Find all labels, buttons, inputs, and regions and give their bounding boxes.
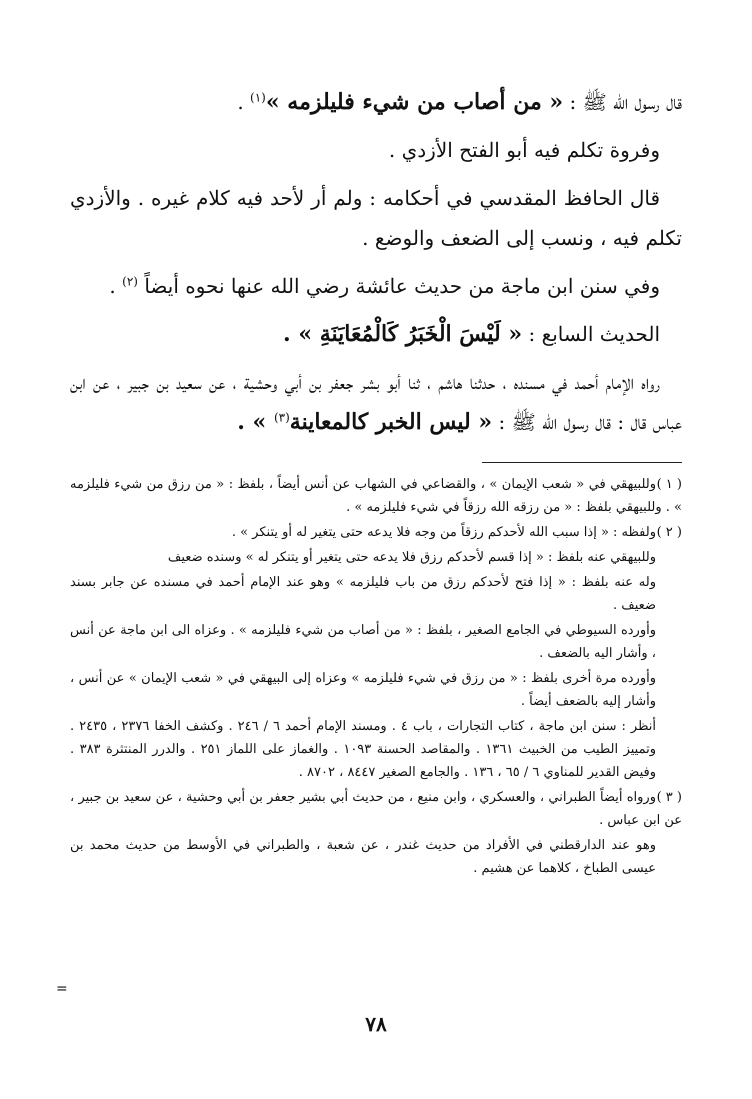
quoted-hadith: « من أصاب من شيء فليلزمه » (265, 89, 564, 115)
main-paragraph (70, 266, 682, 306)
text-run: قال الحافظ المقدسي في أحكامه : ولم أر لأحد فيه كلام غيره . والأزدي تكلم فيه ، ونسب إلى الضعف والوضع . (70, 186, 682, 250)
footnote-text: أنظر : سنن ابن ماجة ، كتاب التجارات ، باب ٤ . ومسند الإمام أحمد ٦ / ٢٤٦ . وكشف الخفا ٢٣٧٦ ، ٢٤٣٥ . وتمييز الطيب من الخبيث ١٣٦١ . والمقاصد الحسنة ١٠٩٣ . والغماز على اللماز ٢٥١ . والدرر المنتثرة ٣٨٣ . وفيض القدير للمناوي ٦ / ٦٥ ، ١٣٦ . والجامع الصغير ٨٤٤٧ ، ٨٧٠٢ . (70, 719, 656, 780)
footnote (70, 715, 682, 784)
main-paragraph (70, 82, 682, 122)
footnote (70, 546, 682, 569)
footnote-number: ( ١ ) (656, 477, 682, 492)
quoted-hadith: « ليس الخبر كالمعاينة (289, 409, 493, 435)
footnote-separator (482, 462, 682, 463)
text-run: الحديث السابع : (522, 322, 660, 346)
footnote-ref: (٣) (273, 410, 290, 425)
text-run: . (109, 274, 123, 298)
footnote-text: ورواه أيضاً الطبراني ، والعسكري ، وابن منيع ، من حديث أبي بشير جعفر بن أبي وحشية ، عن سعيد بن جبير ، عن ابن عباس . (70, 790, 682, 828)
footnote-text: وللبيهقي عنه بلفظ : « إذا قسم لأحدكم رزق فلا يدعه حتى يتغير أو يتنكر له » وسنده ضعيف (167, 550, 656, 565)
footnote-number: ( ٢ ) (656, 525, 682, 540)
footnote-text: وللبيهقي في « شعب الإيمان » ، والقضاعي في الشهاب عن أنس أيضاً ، بلفظ : « من رزق من شيء فليلزمه » . وللبيهقي بلفظ : « من رزقه الله رزقاً في شيء فليلزمه » . (70, 477, 682, 515)
footnote-number: ( ٣ ) (656, 790, 682, 805)
footnote (70, 786, 682, 832)
quoted-hadith: » . (237, 409, 274, 435)
main-text (70, 82, 682, 442)
footnote (70, 619, 682, 665)
page-number: ٧٨ (365, 1012, 387, 1036)
footnote-text: وهو عند الدارقطني في الأفراد من حديث غندر ، عن شعبة ، والطبراني في الأوسط من حديث محمد بن عيسى الطباخ ، كلاهما عن هشيم . (70, 838, 656, 876)
text-run: وفي سنن ابن ماجة من حديث عائشة رضي الله عنها نحوه أيضاً (137, 274, 660, 298)
text-run: قال رسول الله ﷺ : (563, 90, 682, 114)
footnote-text: ولفظه : « إذا سبب الله لأحدكم رزقاً من وجه فلا يدعه حتى يتغير له أو يتنكر » . (231, 525, 656, 540)
margin-mark: = (56, 981, 68, 997)
footnote-text: وله عنه بلفظ : « إذا فتح لأحدكم رزق من باب فليلزمه » وهو عند الإمام أحمد في مسنده عن جابر بسند ضعيف . (70, 575, 656, 613)
footnote (70, 521, 682, 544)
footnote-ref: (١) (250, 90, 266, 105)
footnotes (70, 473, 682, 880)
main-paragraph (70, 362, 682, 442)
main-paragraph (70, 178, 682, 258)
main-paragraph (70, 130, 682, 170)
footnote (70, 667, 682, 713)
quoted-hadith: « لَيْسَ الْخَبَرُ كَالْمُعَايَنَةِ » . (283, 321, 523, 347)
page-body (70, 82, 682, 882)
text-run: رواه الإمام أحمد في مسنده ، حدثنا هاشم ، ثنا أبو بشر جعفر بن أبي وحشية ، عن سعيد بن جبير ، عن ابن عباس قال : قال رسول الله ﷺ : (70, 370, 682, 434)
footnote (70, 473, 682, 519)
footnote-ref: (٢) (122, 274, 138, 289)
footnote (70, 571, 682, 617)
text-run: وفروة تكلم فيه أبو الفتح الأزدي . (388, 138, 660, 162)
footnote-text: وأورده السيوطي في الجامع الصغير ، بلفظ : « من أصاب من شيء فليلزمه » . وعزاه الى ابن ماجة عن أنس ، وأشار اليه بالضعف . (70, 623, 656, 661)
text-run: . (237, 90, 251, 114)
footnote (70, 834, 682, 880)
footnote-text: وأورده مرة أخرى بلفظ : « من رزق في شيء فليلزمه » وعزاه إلى البيهقي في « شعب الإيمان » عن أنس ، وأشار إليه بالضعف أيضاً . (70, 671, 656, 709)
main-paragraph (70, 314, 682, 354)
